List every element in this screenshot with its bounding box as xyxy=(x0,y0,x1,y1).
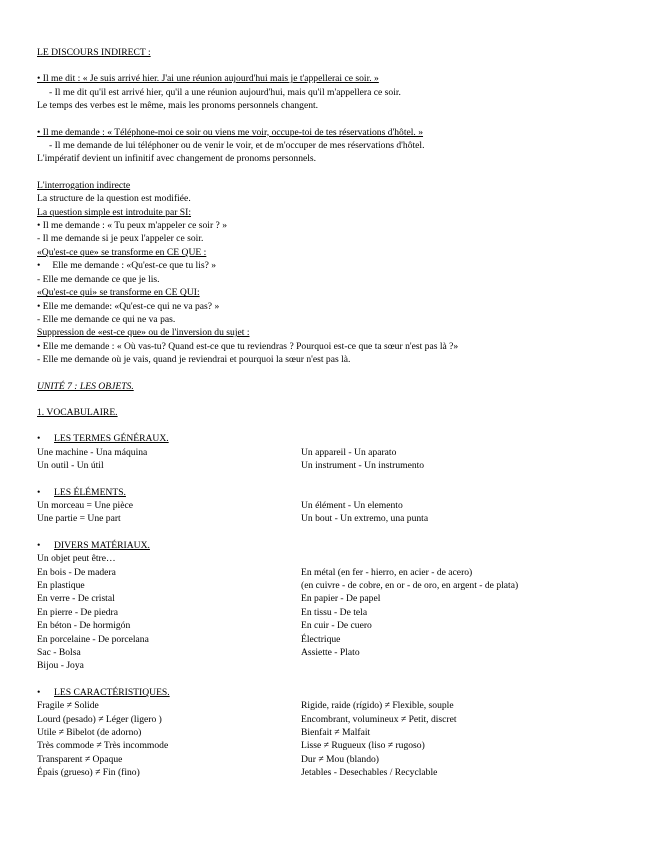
vocab-term: Dur ≠ Mou (blando) xyxy=(301,753,380,765)
vocab-term: En pierre - De piedra xyxy=(37,606,118,618)
vocab-term: En porcelaine - De porcelana xyxy=(37,633,149,645)
rule-note: La structure de la question est modifiée. xyxy=(37,193,191,205)
example-sentence: • Il me demande : « Tu peux m'appeler ce soir ? » xyxy=(37,220,227,232)
section-title: LES TERMES GÉNÉRAUX. xyxy=(54,433,169,445)
vocab-term: Épais (grueso) ≠ Fin (fino) xyxy=(37,767,140,779)
vocab-term: Une partie = Une part xyxy=(37,513,121,525)
vocab-term: Un instrument - Un instrumento xyxy=(301,460,425,472)
vocab-term: Transparent ≠ Opaque xyxy=(37,753,123,765)
vocab-term: En cuir - De cuero xyxy=(301,620,372,632)
section-title: LES ÉLÉMENTS. xyxy=(54,486,126,498)
unit-title: UNITÉ 7 : LES OBJETS. xyxy=(37,380,134,392)
vocab-term: Encombrant, volumineux ≠ Petit, discret xyxy=(301,713,457,725)
vocab-term: Très commode ≠ Très incommode xyxy=(37,740,169,752)
vocab-term: Sac - Bolsa xyxy=(37,647,81,659)
section-title: LES CARACTÉRISTIQUES. xyxy=(54,686,170,698)
vocab-grid xyxy=(37,499,627,526)
vocab-term: (en cuivre - de cobre, en or - de oro, en argent - de plata) xyxy=(301,580,519,591)
vocab-grid xyxy=(37,699,627,779)
vocab-term: Un appareil - Un aparato xyxy=(301,446,397,458)
example-sentence xyxy=(37,259,627,272)
section-heading xyxy=(37,432,627,445)
document-page xyxy=(37,46,627,780)
vocab-term: Un bout - Un extremo, una punta xyxy=(301,513,429,525)
bullet: • xyxy=(37,433,41,445)
vocab-term: Fragile ≠ Solide xyxy=(37,700,99,712)
vocab-term: Lourd (pesado) ≠ Léger (ligero ) xyxy=(37,713,162,725)
example-transformed: - Elle me demande où je vais, quand je reviendrai et pourquoi la sœur n'est pas là. xyxy=(37,354,351,366)
vocab-grid xyxy=(37,446,627,473)
vocab-term: En plastique xyxy=(37,580,85,591)
example-sentence: • Elle me demande: «Qu'est-ce qui ne va pas? » xyxy=(37,300,220,312)
bullet: • xyxy=(37,486,41,498)
rule-note: «Qu'est-ce qui» se transforme en CE QUI: xyxy=(37,287,200,299)
vocab-term: Utile ≠ Bibelot (de adorno) xyxy=(37,727,142,739)
example-text: Elle me demande : «Qu'est-ce que tu lis? » xyxy=(52,260,217,272)
vocab-term: En papier - De papel xyxy=(301,593,381,605)
vocab-term: En métal (en fer - hierro, en acier - de acero) xyxy=(301,566,473,578)
rule-note: «Qu'est-ce que» se transforme en CE QUE : xyxy=(37,246,207,258)
rule-note: Le temps des verbes est le même, mais les pronoms personnels changent. xyxy=(37,100,319,112)
vocab-term: Rigide, raide (rígido) ≠ Flexible, souple xyxy=(301,700,454,712)
rule-note: L'impératif devient un infinitif avec changement de pronoms personnels. xyxy=(37,153,317,165)
rule-note: Suppression de «est-ce que» ou de l'inversion du sujet : xyxy=(37,327,250,339)
vocab-term: Bienfait ≠ Malfait xyxy=(301,727,371,739)
example-transformed: - Elle me demande ce que je lis. xyxy=(37,273,160,285)
heading-discours-indirect: LE DISCOURS INDIRECT : xyxy=(37,47,151,58)
rule-note: La question simple est introduite par SI: xyxy=(37,206,192,218)
example-sentence: • Il me demande : « Téléphone-moi ce soir ou viens me voir, occupe-toi de tes réservations d'hôtel. » xyxy=(37,126,424,138)
example-transformed: - Il me demande si je peux l'appeler ce soir. xyxy=(37,233,204,245)
vocabulary-sections xyxy=(37,419,627,779)
example-sentence: • Il me dit : « Je suis arrivé hier. J'ai une réunion aujourd'hui mais je t'appellerai ce soir. » xyxy=(37,73,379,85)
example-sentence: • Elle me demande : « Où vas-tu? Quand est-ce que tu reviendras ? Pourquoi est-ce que ta sœur n'est pas là ?» xyxy=(37,340,459,352)
vocab-term: Un outil - Un útil xyxy=(37,460,104,472)
heading-interrogation: L'interrogation indirecte xyxy=(37,179,131,191)
example-transformed: - Il me demande de lui téléphoner ou de venir le voir, et de m'occuper de mes réservations d'hôtel. xyxy=(49,140,425,152)
section-heading xyxy=(37,686,627,699)
bullet: • xyxy=(37,539,41,551)
bullet: • xyxy=(37,686,41,698)
vocab-term: En verre - De cristal xyxy=(37,593,115,605)
vocab-term: Jetables - Desechables / Recyclable xyxy=(301,767,438,779)
vocab-term: Un élément - Un elemento xyxy=(301,499,403,511)
vocab-title: 1. VOCABULAIRE. xyxy=(37,406,118,418)
vocab-term: Électrique xyxy=(301,633,341,645)
example-transformed: - Elle me demande ce qui ne va pas. xyxy=(37,313,176,325)
vocab-term: En tissu - De tela xyxy=(301,606,368,618)
vocab-term: En béton - De hormigón xyxy=(37,620,131,632)
section-title: DIVERS MATÉRIAUX. xyxy=(54,539,150,551)
section-heading xyxy=(37,539,627,552)
section-heading xyxy=(37,486,627,499)
example-transformed: - Il me dit qu'il est arrivé hier, qu'il a une réunion aujourd'hui, mais qu'il m'appellera ce soir. xyxy=(49,86,401,98)
section-intro: Un objet peut être… xyxy=(37,553,116,565)
bullet: • xyxy=(37,260,53,272)
vocab-term: Un morceau = Une pièce xyxy=(37,499,133,511)
vocab-term: En bois - De madera xyxy=(37,566,116,578)
vocab-term: Assiette - Plato xyxy=(301,647,360,659)
vocab-grid xyxy=(37,566,627,673)
vocab-term: Une machine - Una máquina xyxy=(37,446,148,458)
vocab-term xyxy=(301,659,627,672)
vocab-term: Lisse ≠ Rugueux (liso ≠ rugoso) xyxy=(301,740,425,752)
vocab-term: Bijou - Joya xyxy=(37,660,84,672)
